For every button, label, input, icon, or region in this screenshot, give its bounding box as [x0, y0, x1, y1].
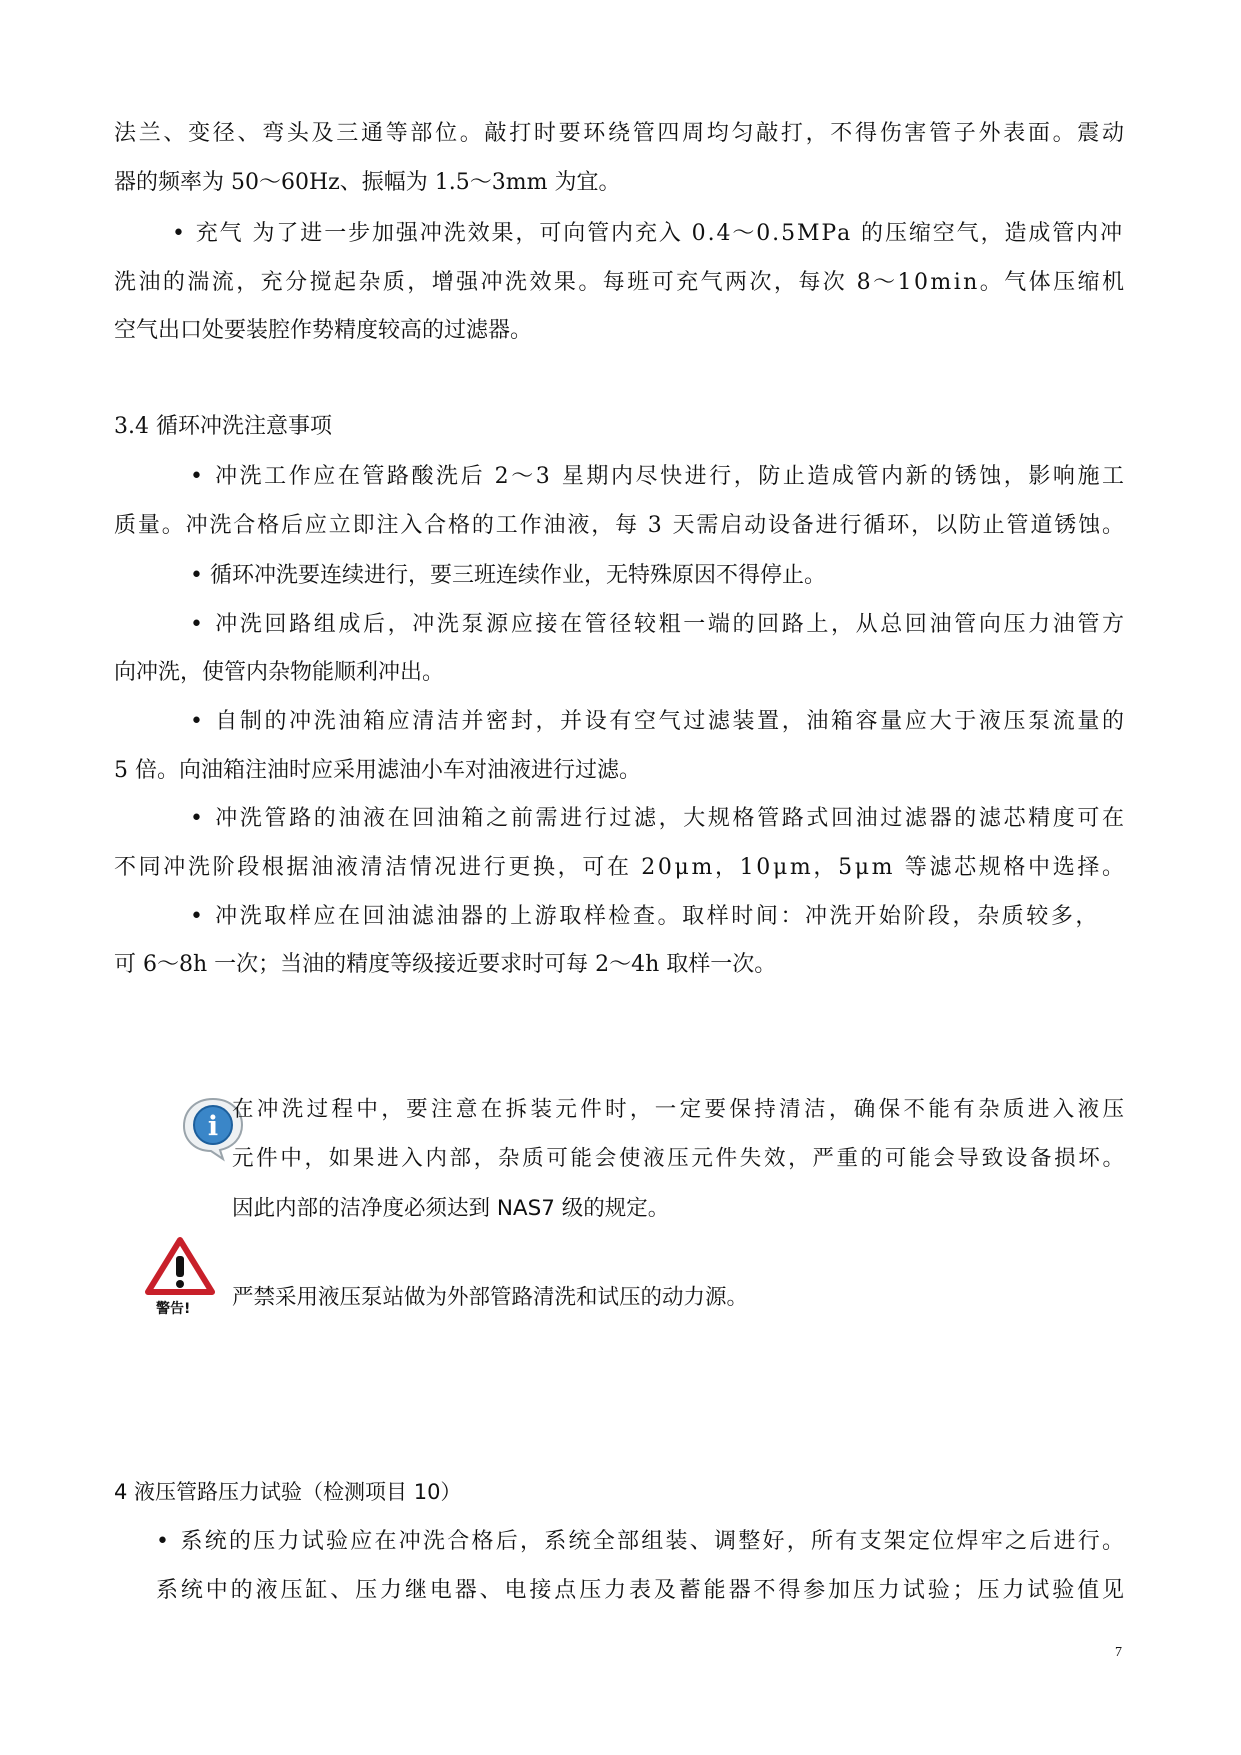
body-line-14: • 冲洗管路的油液在回油箱之前需进行过滤，大规格管路式回油过滤器的滤芯精度可在 — [190, 806, 1127, 831]
body-line-15: 不同冲洗阶段根据油液清洁情况进行更换，可在 20μm，10μm，5μm 等滤芯规格中选择。 — [114, 855, 1127, 880]
info-icon-glyph: i — [207, 1111, 219, 1142]
body-line-4: 洗油的湍流，充分搅起杂质，增强冲洗效果。每班可充气两次，每次 8～10min。气体压缩机 — [114, 270, 1127, 295]
warning-icon — [144, 1236, 216, 1320]
body-line-2: 器的频率为 50～60Hz、振幅为 1.5～3mm 为宜。 — [114, 170, 621, 195]
body-line-16: • 冲洗取样应在回油滤油器的上游取样检查。取样时间：冲洗开始阶段，杂质较多， — [190, 904, 1100, 929]
warning-label: 警告! — [156, 1301, 191, 1317]
body-line-17: 可 6～8h 一次；当油的精度等级接近要求时可每 2～4h 取样一次。 — [114, 952, 777, 977]
warning-text: 严禁采用液压泵站做为外部管路清洗和试压的动力源。 — [232, 1285, 749, 1310]
body-line-11: 向冲洗，使管内杂物能顺利冲出。 — [114, 660, 445, 685]
page-number: 7 — [1115, 1645, 1122, 1660]
body-line-3: • 充气 为了进一步加强冲洗效果，可向管内充入 0.4～0.5MPa 的压缩空气，造成管内冲 — [172, 221, 1124, 246]
body-line-7: • 冲洗工作应在管路酸洗后 2～3 星期内尽快进行，防止造成管内新的锈蚀，影响施工 — [190, 464, 1127, 489]
body-line-10: • 冲洗回路组成后，冲洗泵源应接在管径较粗一端的回路上，从总回油管向压力油管方 — [190, 612, 1127, 637]
note-line-2: 元件中，如果进入内部，杂质可能会使液压元件失效，严重的可能会导致设备损坏。 — [232, 1146, 1127, 1171]
body-line-1: 法兰、变径、弯头及三通等部位。敲打时要环绕管四周均匀敲打，不得伤害管子外表面。震动 — [114, 121, 1127, 146]
body-line-8: 质量。冲洗合格后应立即注入合格的工作油液，每 3 天需启动设备进行循环，以防止管道锈蚀。 — [114, 513, 1126, 538]
body-line-6: 3.4 循环冲洗注意事项 — [114, 414, 332, 439]
body-line-tail-2: 系统中的液压缸、压力继电器、电接点压力表及蓄能器不得参加压力试验；压力试验值见 — [156, 1578, 1127, 1603]
section-heading: 4 液压管路压力试验（检测项目 10） — [114, 1480, 462, 1504]
body-line-13: 5 倍。向油箱注油时应采用滤油小车对油液进行过滤。 — [114, 758, 641, 783]
body-line-5: 空气出口处要装腔作势精度较高的过滤器。 — [114, 318, 533, 343]
body-line-tail-1: • 系统的压力试验应在冲洗合格后，系统全部组装、调整好，所有支架定位焊牢之后进行。 — [156, 1529, 1127, 1554]
note-line-3: 因此内部的洁净度必须达到 NAS7 级的规定。 — [232, 1196, 670, 1221]
body-line-9: • 循环冲洗要连续进行，要三班连续作业，无特殊原因不得停止。 — [190, 563, 826, 588]
note-line-1: 在冲洗过程中，要注意在拆装元件时，一定要保持清洁，确保不能有杂质进入液压 — [232, 1097, 1128, 1122]
body-line-12: • 自制的冲洗油箱应清洁并密封，并设有空气过滤装置，油箱容量应大于液压泵流量的 — [190, 709, 1127, 734]
